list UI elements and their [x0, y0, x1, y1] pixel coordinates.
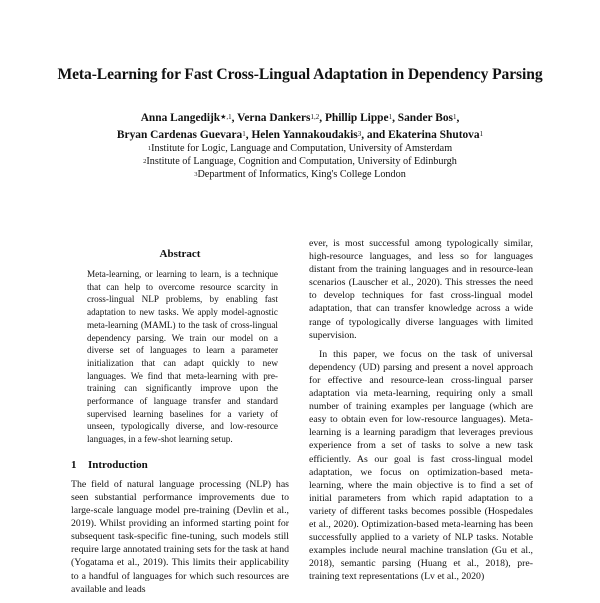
affiliation-list — [0, 142, 600, 182]
author-name: Bryan Cardenas Guevara — [116, 129, 243, 141]
author-name: Anna Langedijk — [140, 112, 221, 124]
author-line-2: Bryan Cardenas Guevara$^1$, Helen Yannakoudakis$^3$, and Ekaterina Shutova$^1$ — [116, 129, 484, 141]
author-mark: 1 — [388, 113, 393, 121]
author-list — [0, 110, 600, 144]
author-mark: 3 — [357, 130, 362, 138]
author-name: Helen Yannakoudakis — [251, 129, 358, 141]
author-mark: 1 — [479, 130, 484, 138]
section-number: 1 — [71, 458, 77, 471]
author-mark: ★,1 — [220, 113, 232, 121]
section-heading — [71, 459, 289, 471]
paragraph: ever, is most successful among typologically similar, high-resource languages, and less so for languages distant from the training languages and in resource-lean scenarios (Lauscher et al., 2020). This stresses the need to develop techniques for fast cross-lingual model adaptation, that can transfer knowledge across a wide range of typologically diverse languages with limited supervision. — [309, 238, 533, 341]
affiliation: $^1$Institute for Logic, Language and Computation, University of Amsterdam — [147, 143, 453, 154]
right-column — [309, 233, 533, 603]
author-mark: 1 — [452, 113, 457, 121]
author-mark: 1,2 — [310, 113, 320, 121]
abstract-text: Meta-learning, or learning to learn, is a technique that can help to overcome resource scarcity in cross-lingual NLP problems, by enabling fast adaptation to new tasks. We apply model-agnostic meta-learning (MAML) to the task of cross-lingual dependency parsing. We train our model on a diverse set of languages to learn a parameter initialization that can adapt quickly to new languages. We find that meta-learning with pre-training can significantly improve upon the performance of language transfer and standard supervised learning baselines for a variety of unseen, typologically diverse, and low-resource languages, in a few-shot learning setup. — [87, 269, 278, 445]
author-name: Sander Bos — [397, 112, 453, 124]
left-column — [71, 233, 289, 603]
author-line-1: Anna Langedijk$^{★,1}$, Verna Dankers$^{1,2}$, Phillip Lippe$^1$, Sander Bos$^1$, — [140, 112, 460, 124]
affiliation: $^2$Institute of Language, Cognition and Computation, University of Edinburgh — [143, 156, 457, 168]
author-name: Ekaterina Shutova — [388, 129, 480, 141]
section-title: Introduction — [88, 458, 148, 471]
paper-title: Meta-Learning for Fast Cross-Lingual Adaptation in Dependency Parsing — [57, 66, 543, 83]
affiliation: $^3$Department of Informatics, King's College London — [194, 169, 406, 181]
author-mark: 1 — [242, 130, 246, 138]
author-name: Verna Dankers — [237, 112, 311, 124]
introduction-text: The field of natural language processing (NLP) has seen substantial performance improvements due to large-scale language model pre-training (Devlin et al., 2019). Whilst providing an informed starting point for subsequent task-specific fine-tuning, such models still require large annotated training sets for the task at hand (Yogatama et al., 2019). This limits their applicability to a handful of languages for which such resources are available and leads — [71, 478, 289, 595]
author-name: Phillip Lippe — [324, 112, 389, 124]
abstract-heading: Abstract — [159, 248, 201, 260]
paragraph: In this paper, we focus on the task of universal dependency (UD) parsing and present a novel approach for effective and resource-lean cross-lingual parser adaptation via meta-learning, requiring only a small number of training examples per language (which are easy to obtain even for low-resource languages). Meta-learning is a learning paradigm that leverages previous experience from a set of tasks to solve a new task efficiently. As our goal is fast cross-lingual model adaptation, we focus on optimization-based meta-learning, where the main objective is to find a set of initial parameters from which rapid adaptation to a variety of different tasks becomes possible (Hospedales et al., 2020). Optimization-based meta-learning has been successfully applied to a variety of NLP tasks. Notable examples include neural machine translation (Gu et al., 2018), semantic parsing (Huang et al., 2018), pre-training text representations (Lv et al., 2020) — [309, 348, 533, 583]
